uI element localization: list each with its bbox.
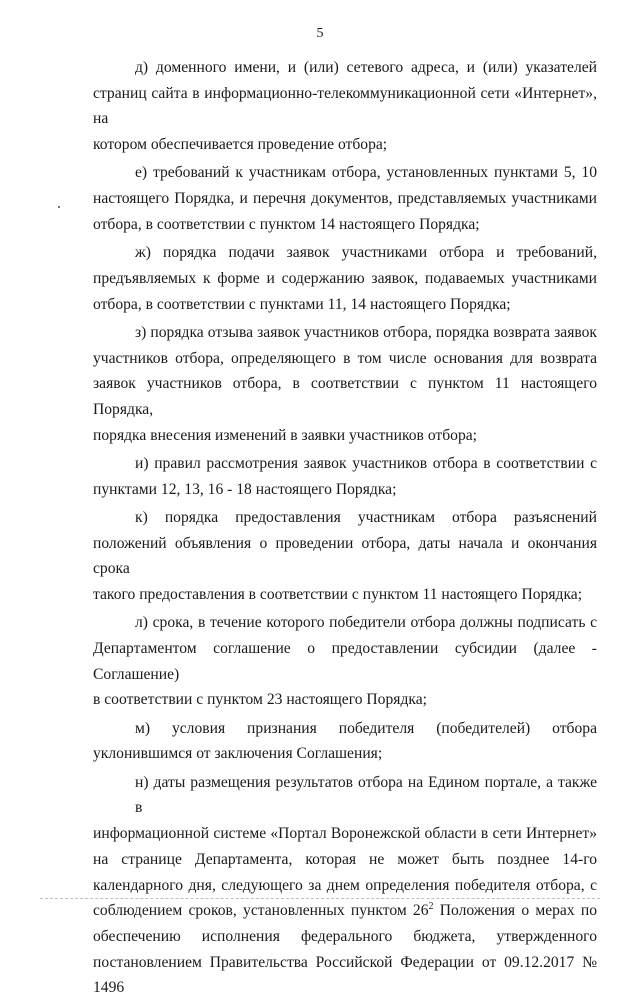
text-line: в соответствии с пунктом 23 настоящего Порядка; <box>93 691 427 709</box>
paragraph-i <box>93 451 597 502</box>
text-line: на странице Департамента, которая не может быть позднее 14-го <box>93 850 597 868</box>
text-line: страниц сайта в информационно-телекоммуникационной сети «Интернет», на <box>93 84 597 128</box>
text-line: отбора, в соответствии с пунктом 14 настоящего Порядка; <box>93 215 480 233</box>
text-line: календарного дня, следующего за днем определения победителя отбора, с <box>93 876 597 894</box>
text-line: з) порядка отзыва заявок участников отбора, порядка возврата заявок <box>135 323 597 341</box>
paragraph-m <box>93 716 597 767</box>
page-number: 5 <box>316 26 324 41</box>
text-line: е) требований к участникам отбора, установленных пунктами 5, 10 <box>135 164 597 182</box>
text-line: постановлением Правительства Российской Федерации от 09.12.2017 № 1496 <box>93 953 597 997</box>
text-line: м) условия признания победителя (победителей) отбора <box>135 719 597 737</box>
text-fragment: Положения о мерах по <box>433 902 597 920</box>
text-line: обеспечению исполнения федерального бюджета, утвержденного <box>93 927 597 945</box>
text-line: к) порядка предоставления участникам отбора разъяснений <box>135 508 597 526</box>
text-line: предъявляемых к форме и содержанию заявок, подаваемых участниками <box>93 269 597 287</box>
text-fragment: соблюдением сроков, установленных пунктом 26 <box>93 902 429 920</box>
text-line: положений объявления о проведении отбора, даты начала и окончания срока <box>93 534 597 578</box>
text-line: отбора, в соответствии с пунктами 11, 14 настоящего Порядка; <box>93 295 511 313</box>
paragraph-l <box>93 610 597 713</box>
text-line: пунктами 12, 13, 16 - 18 настоящего Порядка; <box>93 480 397 498</box>
text-line: уклонившимся от заключения Соглашения; <box>93 745 383 763</box>
superscript: 2 <box>428 901 434 913</box>
text-line: и) правил рассмотрения заявок участников отбора в соответствии с <box>135 454 597 472</box>
text-line: участников отбора, определяющего в том числе основания для возврата <box>93 349 597 367</box>
text-line: ж) порядка подачи заявок участниками отбора и требований, <box>135 244 597 262</box>
text-line: информационной системе «Портал Воронежской области в сети Интернет» <box>93 825 597 843</box>
text-line: котором обеспечивается проведение отбора; <box>93 136 388 154</box>
paragraph-k <box>93 505 597 608</box>
paragraph-e <box>93 160 597 237</box>
text-line: настоящего Порядка, и перечня документов, представляемых участниками <box>93 190 597 208</box>
paragraph-d <box>93 55 597 158</box>
text-line: н) даты размещения результатов отбора на Едином портале, а также в <box>135 773 597 817</box>
scan-speck <box>58 206 60 208</box>
page-bottom-edge <box>40 898 600 899</box>
paragraph-n <box>93 770 597 1001</box>
text-line-with-superscript <box>93 898 597 924</box>
text-line: л) срока, в течение которого победители отбора должны подписать с <box>135 614 597 632</box>
document-body <box>93 55 597 1004</box>
paragraph-zh <box>93 240 597 317</box>
text-line: д) доменного имени, и (или) сетевого адреса, и (или) указателей <box>135 59 597 76</box>
text-line: порядка внесения изменений в заявки участников отбора; <box>93 426 478 444</box>
paragraph-z <box>93 320 597 449</box>
text-line: такого предоставления в соответствии с пунктом 11 настоящего Порядка; <box>93 586 583 604</box>
text-line: заявок участников отбора, в соответствии с пунктом 11 настоящего Порядка, <box>93 375 597 418</box>
text-line: Департаментом соглашение о предоставлении субсидии (далее - Соглашение) <box>93 640 597 683</box>
